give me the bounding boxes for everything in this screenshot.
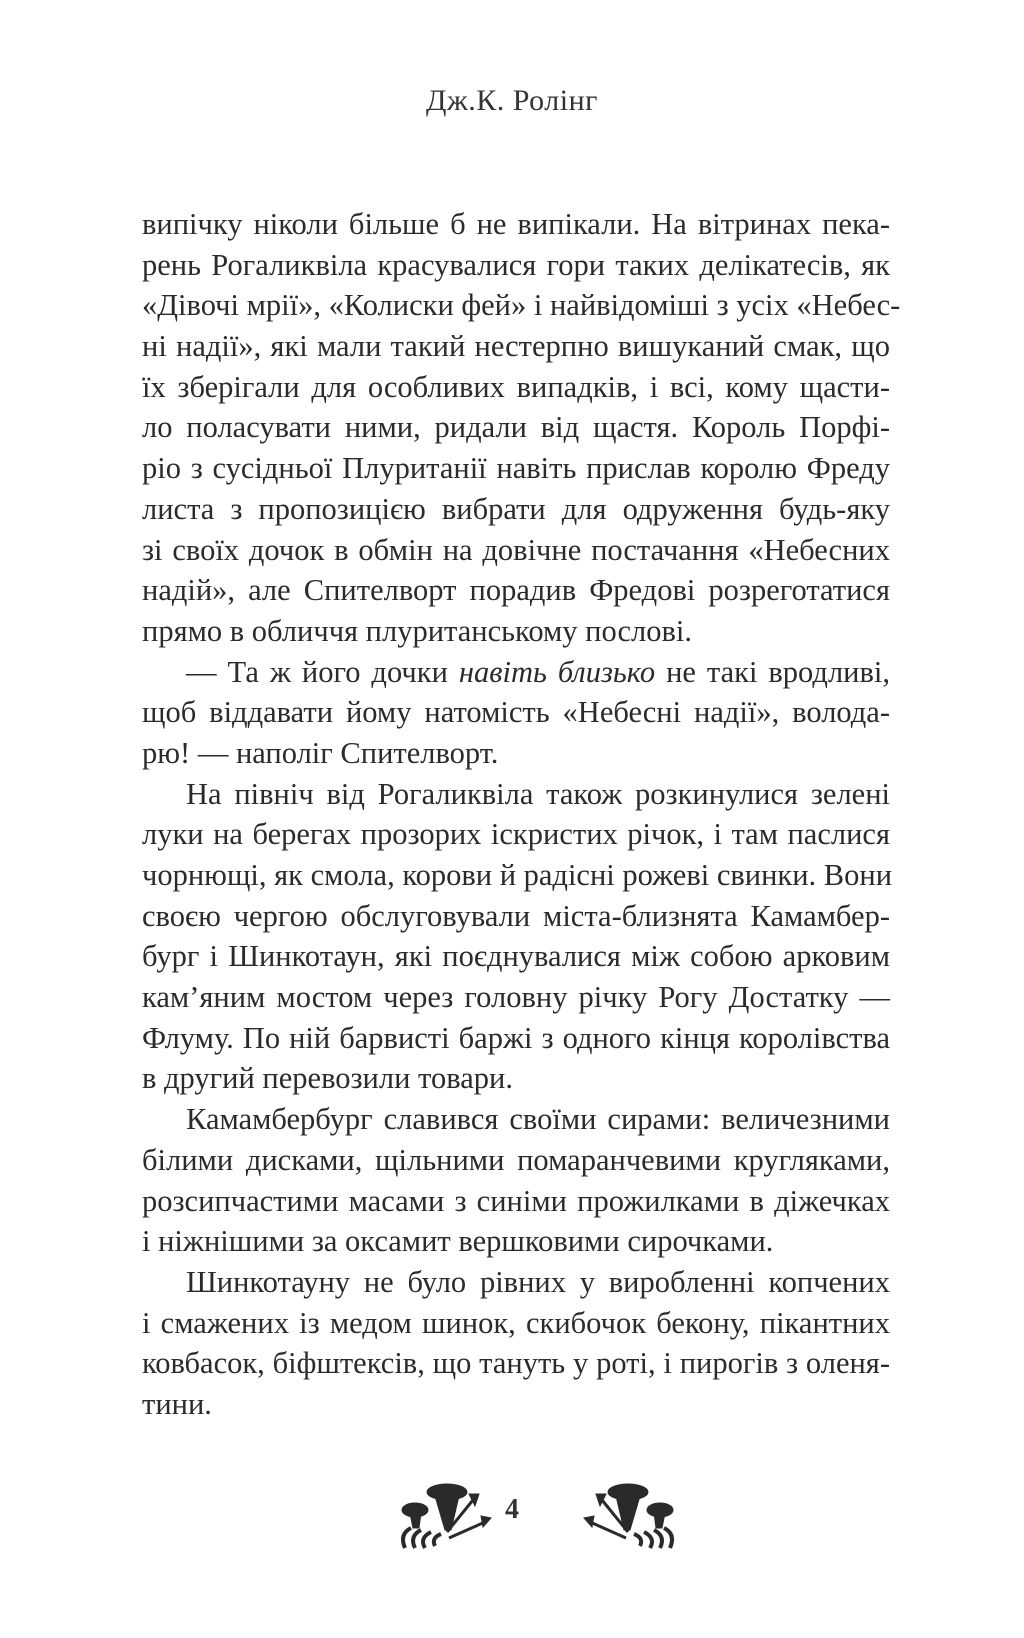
text-line: «Дівочі мрії», «Колиски фей» і найвідоміші з усіх «Небес-	[142, 288, 901, 323]
text-line: і смажених із медом шинок, скибочок бекону, пікантних	[142, 1305, 890, 1340]
text-line: їх зберігали для особливих випадків, і всі, кому щасти-	[142, 369, 890, 404]
paragraph	[142, 1262, 890, 1425]
text-segment: не такі вродливі,	[655, 654, 890, 689]
text-line: прямо в обличчя плуританському послові.	[142, 613, 693, 648]
text-line: листа з пропозицією вибрати для одруження будь-яку	[142, 491, 890, 526]
text-line: щоб віддавати йому натомість «Небесні надії», волода-	[142, 695, 890, 730]
text-line: надій», але Спителворт порадив Фредові розреготатися	[142, 573, 890, 608]
text-line: тини.	[142, 1386, 212, 1421]
text-line: кам’яним мостом через головну річку Рогу Достатку —	[142, 980, 890, 1015]
text-line: ковбасок, біфштексів, що тануть у роті, і пирогів з оленя-	[142, 1346, 890, 1381]
text-line: Шинкотауну не було рівних у виробленні копчених	[186, 1264, 890, 1299]
text-line: На північ від Рогаликвіла також розкинулися зелені	[186, 776, 890, 811]
text-line: Флуму. По ній барвисті баржі з одного кінця королівства	[142, 1020, 890, 1055]
mushroom-ornament-icon	[540, 1480, 690, 1550]
text-line: випічку ніколи більше б не випікали. На вітринах пека-	[142, 207, 890, 241]
paragraph	[142, 204, 901, 652]
text-line: Камамбербург славився своїми сирами: величезними	[186, 1102, 890, 1137]
page-footer	[0, 1480, 1024, 1550]
text-line: луки на берегах прозорих іскристих річок, і там паслися	[142, 817, 890, 852]
emphasis-text: навіть близько	[458, 654, 656, 689]
paragraph	[142, 1099, 890, 1262]
paragraph	[142, 774, 893, 1100]
text-line: в другий перевозили товари.	[142, 1061, 513, 1096]
body-text	[142, 204, 901, 1425]
paragraph	[142, 652, 890, 774]
text-line	[142, 652, 890, 693]
text-line: своєю чергою обслуговували міста-близнята Камамбер-	[142, 898, 890, 933]
text-line: розсипчастими масами з синіми прожилками в діжечках	[142, 1183, 890, 1218]
text-line: і ніжнішими за оксамит вершковими сирочками.	[142, 1224, 774, 1259]
text-line: ріо з сусідньої Плуританії навіть прислав королю Фреду	[142, 451, 890, 486]
text-line: зі своїх дочок в обмін на довічне постачання «Небесних	[142, 532, 890, 567]
running-head-author: Дж.К. Ролінг	[426, 84, 598, 117]
text-line: рень Рогаликвіла красувалися гори таких делікатесів, як	[142, 247, 890, 282]
text-line: ло поласувати ними, ридали від щастя. Король Порфі-	[142, 410, 890, 445]
page-number: 4	[505, 1494, 519, 1525]
text-line: білими дисками, щільними помаранчевими кругляками,	[142, 1142, 890, 1177]
text-segment: — Та ж його дочки	[186, 654, 459, 689]
text-line: бург і Шинкотаун, які поєднувалися між собою арковим	[142, 939, 890, 974]
text-line: ні надії», які мали такий нестерпно вишуканий смак, що	[142, 329, 890, 364]
text-line: чорнющі, як смола, корови й радісні рожеві свинки. Вони	[142, 858, 893, 892]
text-line: рю! — наполіг Спителворт.	[142, 735, 499, 770]
